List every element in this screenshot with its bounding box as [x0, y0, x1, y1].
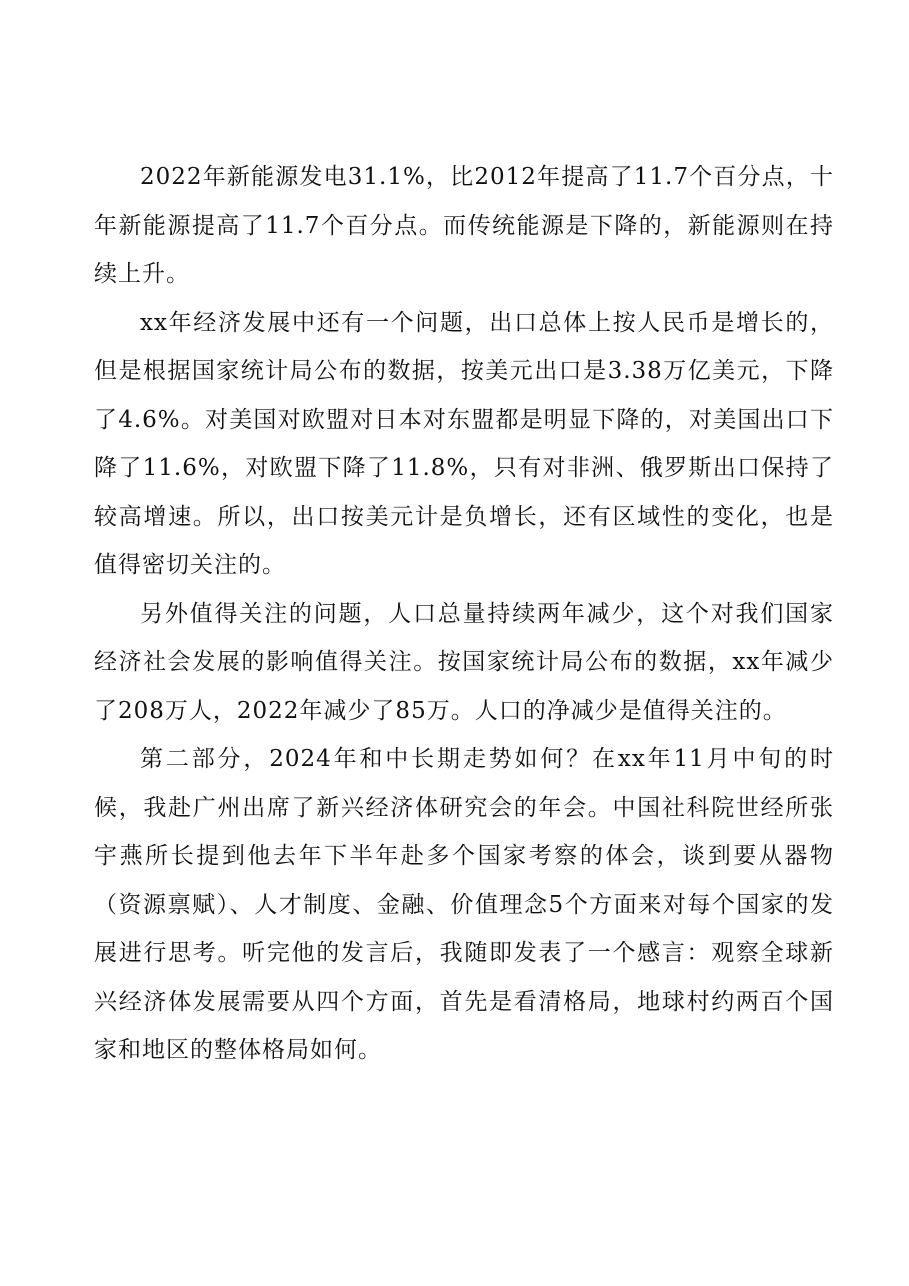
paragraph-new-energy: 2022年新能源发电31.1%，比2012年提高了11.7个百分点，十年新能源提高了11.7个百分点。而传统能源是下降的，新能源则在持续上升。	[94, 164, 834, 287]
paragraph-part-two: 第二部分，2024年和中长期走势如何？在xx年11月中旬的时候，我赴广州出席了新兴经济体研究会的年会。中国社科院世经所张宇燕所长提到他去年下半年赴多个国家考察的体会，谈到要从器物（资源禀赋）、人才制度、金融、价值理念5个方面来对每个国家的发展进行思考。听完他的发言后，我随即发表了一个感言：观察全球新兴经济体发展需要从四个方面，首先是看清格局，地球村约两百个国家和地区的整体格局如何。	[94, 746, 834, 1063]
paragraph-exports: xx年经济发展中还有一个问题，出口总体上按人民币是增长的，但是根据国家统计局公布的数据，按美元出口是3.38万亿美元，下降了4.6%。对美国对欧盟对日本对东盟都是明显下降的，对美国出口下降了11.6%，对欧盟下降了11.8%，只有对非洲、俄罗斯出口保持了较高增速。所以，出口按美元计是负增长，还有区域性的变化，也是值得密切关注的。	[94, 309, 834, 578]
paragraph-population: 另外值得关注的问题，人口总量持续两年减少，这个对我们国家经济社会发展的影响值得关注。按国家统计局公布的数据，xx年减少了208万人，2022年减少了85万。人口的净减少是值得关注的。	[94, 600, 834, 724]
document-body	[94, 153, 834, 1075]
